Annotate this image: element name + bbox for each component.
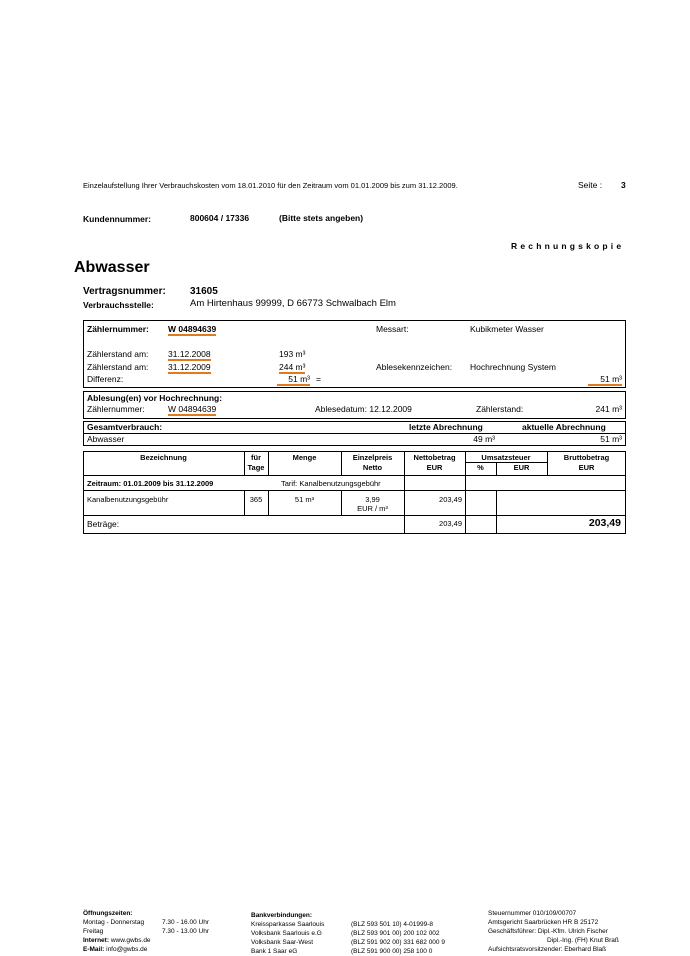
projection-date: Ablesedatum: 12.12.2009 xyxy=(315,404,412,414)
col-header-days-line2: Tage xyxy=(247,463,265,472)
row-unit-price-unit: EUR / m³ xyxy=(357,504,388,513)
page-label: Seite : xyxy=(578,180,603,190)
tariff-label: Tarif: Kanalbenutzungsgebühr xyxy=(281,479,381,488)
col-header-gross-line1: Bruttobetrag xyxy=(563,453,610,462)
bank-name: Volksbank Saar-West xyxy=(251,939,314,946)
location-label: Verbrauchsstelle: xyxy=(83,300,154,310)
bank-name: Volksbank Saarlouis e.G xyxy=(251,930,322,937)
hours-friday: Freitag xyxy=(83,928,104,935)
contract-label: Vertragsnummer: xyxy=(83,286,166,297)
measure-type-label: Messart: xyxy=(376,324,409,334)
hours-weekday-time: 7.30 - 16.00 Uhr xyxy=(162,919,209,926)
measure-type-value: Kubikmeter Wasser xyxy=(470,324,544,334)
sum-net: 203,49 xyxy=(439,519,462,528)
row-unit-price: 3,99 xyxy=(365,495,380,504)
customer-number: 800604 / 17336 xyxy=(190,213,250,223)
management-2: Dipl.-Ing. (FH) Knut Braß xyxy=(547,937,619,944)
row-days: 365 xyxy=(249,495,263,504)
projection-stand-value: 241 m³ xyxy=(595,404,622,414)
reading-code-value: Hochrechnung System xyxy=(470,362,556,372)
bank-code: (BLZ 593 901 00) 200 102 002 xyxy=(351,930,440,937)
current-billing-label: aktuelle Abrechnung xyxy=(522,422,606,432)
hours-title: Öffnungszeiten: xyxy=(83,910,133,917)
col-header-days-line1: für xyxy=(251,453,261,462)
hours-friday-time: 7.30 - 13.00 Uhr xyxy=(162,928,209,935)
table-header-divider xyxy=(83,475,626,476)
col-header-description: Bezeichnung xyxy=(140,453,187,462)
bank-title: Bankverbindungen: xyxy=(251,912,313,919)
page-number: 3 xyxy=(621,180,626,190)
projection-meter-number: W 04894639 xyxy=(168,404,217,414)
internet-label: Internet: xyxy=(83,937,109,944)
bank-code: (BLZ 591 902 00) 331 682 000 9 xyxy=(351,939,445,946)
statement-intro: Einzelaufstellung Ihrer Verbrauchskosten vom 18.01.2010 für den Zeitraum vom 01.01.2009 bis zum 31.12.2009. xyxy=(83,181,458,190)
email-link[interactable]: info@gwbs.de xyxy=(106,946,148,953)
section-title: Abwasser xyxy=(74,259,150,276)
col-header-unit-price-line1: Einzelpreis xyxy=(352,453,393,462)
table-sum-divider xyxy=(83,515,626,516)
difference-label: Differenz: xyxy=(87,374,124,384)
bank-name: Bank 1 Saar eG xyxy=(251,948,298,955)
table-period-divider xyxy=(83,490,626,491)
col-header-unit-price-line2: Netto xyxy=(362,463,383,472)
reading2-label: Zählerstand am: xyxy=(87,362,149,372)
reading2-value: 244 m³ xyxy=(279,362,306,372)
contract-number: 31605 xyxy=(190,286,218,297)
total-title: Gesamtverbrauch: xyxy=(87,422,163,432)
bank-code: (BLZ 593 501 10) 4-01999-8 xyxy=(351,921,434,928)
projection-title: Ablesung(en) vor Hochrechnung: xyxy=(87,393,223,403)
difference-total: 51 m³ xyxy=(588,374,622,386)
meter-number: W 04894639 xyxy=(168,324,217,334)
email-label: E-Mail: xyxy=(83,946,105,953)
customer-number-label: Kundennummer: xyxy=(83,214,151,224)
sum-label: Beträge: xyxy=(87,519,120,529)
col-divider xyxy=(496,490,497,534)
invoice-copy-label: Rechnungskopie xyxy=(511,241,625,251)
row-description: Kanalbenutzungsgebühr xyxy=(87,495,169,504)
meter-number-label: Zählernummer: xyxy=(87,324,149,334)
customer-note: (Bitte stets angeben) xyxy=(279,213,364,223)
reading1-label: Zählerstand am: xyxy=(87,349,149,359)
row-quantity: 51 m³ xyxy=(294,495,315,504)
management-1: Geschäftsführer: Dipl.-Kfm. Ulrich Fischer xyxy=(488,928,608,935)
tax-number: Steuernummer 010/109/00707 xyxy=(488,910,577,917)
hours-weekday: Montag - Donnerstag xyxy=(83,919,145,926)
bank-code: (BLZ 591 900 00) 258 100 0 xyxy=(351,948,433,955)
projection-meter-label: Zählernummer: xyxy=(87,404,145,414)
col-header-net-line1: Nettobetrag xyxy=(413,453,456,462)
supervisory-board: Aufsichtsratsvorsitzender: Eberhard Blaß xyxy=(488,946,607,953)
row-net-amount: 203,49 xyxy=(439,495,462,504)
last-billing-label: letzte Abrechnung xyxy=(409,422,483,432)
reading-code-label: Ablesekennzeichen: xyxy=(376,362,453,372)
col-header-quantity: Menge xyxy=(292,453,317,462)
location-value: Am Hirtenhaus 99999, D 66773 Schwalbach Elm xyxy=(190,298,396,309)
col-header-vat-eur: EUR xyxy=(513,463,530,472)
current-billing-value: 51 m³ xyxy=(600,434,622,444)
sum-gross: 203,49 xyxy=(588,517,621,529)
billing-period: Zeitraum: 01.01.2009 bis 31.12.2009 xyxy=(87,479,214,488)
total-row-label: Abwasser xyxy=(87,434,125,444)
bank-name: Kreissparkasse Saarlouis xyxy=(251,921,325,928)
reading2-date: 31.12.2009 xyxy=(168,362,211,372)
last-billing-value: 49 m³ xyxy=(473,434,495,444)
col-header-vat: Umsatzsteuer xyxy=(481,453,531,462)
court-register: Amtsgericht Saarbrücken HR B 25172 xyxy=(488,919,599,926)
reading1-value: 193 m³ xyxy=(279,349,306,359)
projection-stand-label: Zählerstand: xyxy=(476,404,524,414)
col-header-net-line2: EUR xyxy=(426,463,443,472)
col-header-gross-line2: EUR xyxy=(578,463,595,472)
reading1-date: 31.12.2008 xyxy=(168,349,211,359)
col-header-vat-percent: % xyxy=(477,463,484,472)
difference-equals: = xyxy=(316,374,321,384)
difference-value: 51 m³ xyxy=(277,374,310,386)
internet-link[interactable]: www.gwbs.de xyxy=(110,937,151,944)
meter-box xyxy=(83,320,626,388)
total-divider xyxy=(83,433,626,434)
